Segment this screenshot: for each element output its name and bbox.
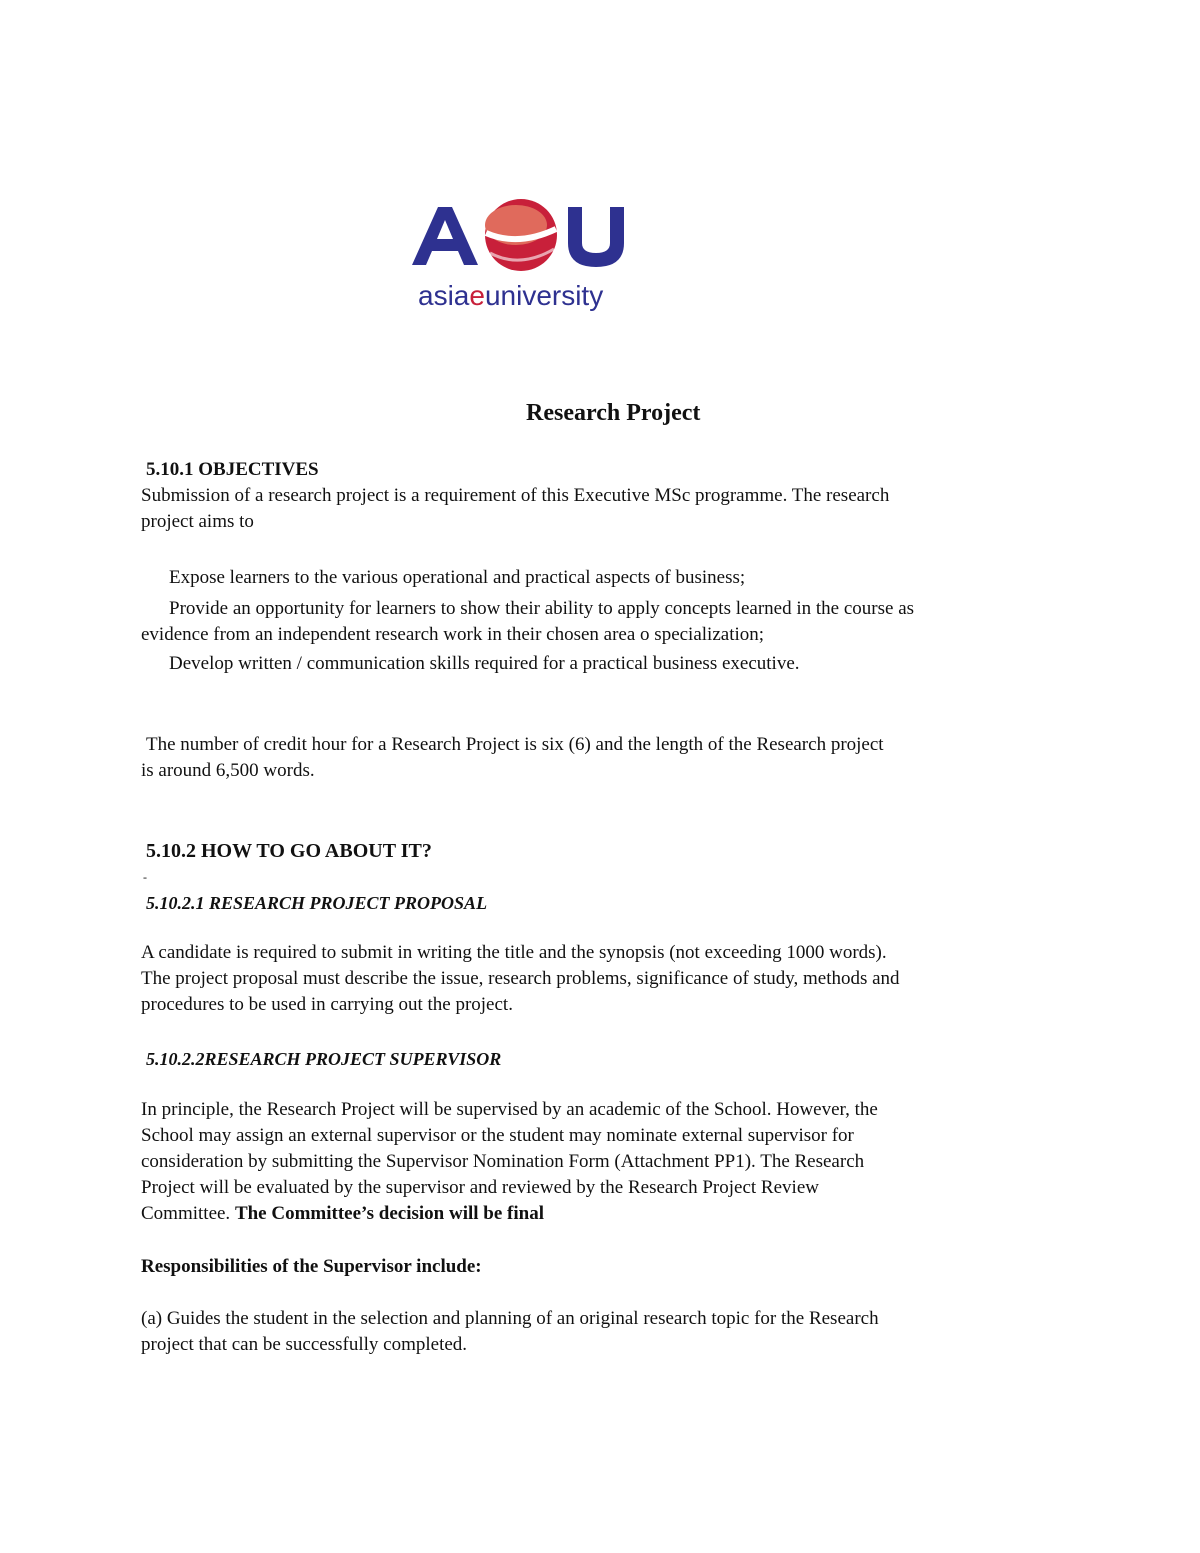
responsibilities-heading: Responsibilities of the Supervisor include: (141, 1256, 482, 1277)
credit-line-1: The number of credit hour for a Research Project is six (6) and the length of the Research project (146, 734, 884, 755)
how-heading: 5.10.2 HOW TO GO ABOUT IT? (146, 840, 432, 862)
page-title: Research Project (526, 400, 701, 426)
supervisor-line-1: In principle, the Research Project will be supervised by an academic of the School. However, the (141, 1099, 878, 1120)
supervisor-heading: 5.10.2.2RESEARCH PROJECT SUPERVISOR (146, 1049, 502, 1069)
objectives-heading: 5.10.1 OBJECTIVES (146, 459, 319, 480)
objective-bullet-3-text: Develop written / communication skills required for a practical business executive. (169, 653, 800, 674)
objective-bullet-1 (143, 565, 745, 591)
objectives-intro-line-1: Submission of a research project is a requirement of this Executive MSc programme. The research (141, 485, 890, 506)
proposal-line-2: The project proposal must describe the issue, research problems, significance of study, methods and (141, 968, 900, 989)
responsibility-a-line-2: project that can be successfully completed. (141, 1334, 468, 1355)
svg-text:asiaeuniversity: asiaeuniversity (418, 280, 604, 311)
supervisor-line-5-plain: Committee. (141, 1203, 231, 1224)
proposal-line-1: A candidate is required to submit in writing the title and the synopsis (not exceeding 1000 words). (141, 942, 887, 963)
objective-bullet-2 (143, 596, 914, 622)
supervisor-line-2: School may assign an external supervisor or the student may nominate external supervisor for (141, 1125, 854, 1146)
committee-decision-final: The Committee’s decision will be final (234, 1203, 545, 1224)
aeu-logo-graphic (410, 195, 640, 325)
objective-bullet-2-text: Provide an opportunity for learners to show their ability to apply concepts learned in the course as (169, 598, 915, 619)
proposal-line-3: procedures to be used in carrying out the project. (141, 994, 513, 1015)
supervisor-line-3: consideration by submitting the Supervisor Nomination Form (Attachment PP1). The Research (141, 1151, 865, 1172)
supervisor-line-4: Project will be evaluated by the supervisor and reviewed by the Research Project Review (141, 1177, 819, 1198)
objective-bullet-1-text: Expose learners to the various operational and practical aspects of business; (169, 567, 746, 588)
supervisor-line-5 (141, 1201, 544, 1227)
objective-bullet-2-continuation: evidence from an independent research work in their chosen area o specialization; (141, 624, 765, 645)
asia-e-university-logo (410, 195, 640, 325)
objective-bullet-3 (143, 651, 800, 677)
proposal-heading: 5.10.2.1 RESEARCH PROJECT PROPOSAL (146, 893, 488, 913)
credit-line-2: is around 6,500 words. (141, 760, 315, 781)
responsibility-a-line-1: (a) Guides the student in the selection and planning of an original research topic for the Research (141, 1308, 879, 1329)
stray-dash: - (143, 870, 147, 884)
objectives-intro-line-2: project aims to (141, 511, 254, 532)
